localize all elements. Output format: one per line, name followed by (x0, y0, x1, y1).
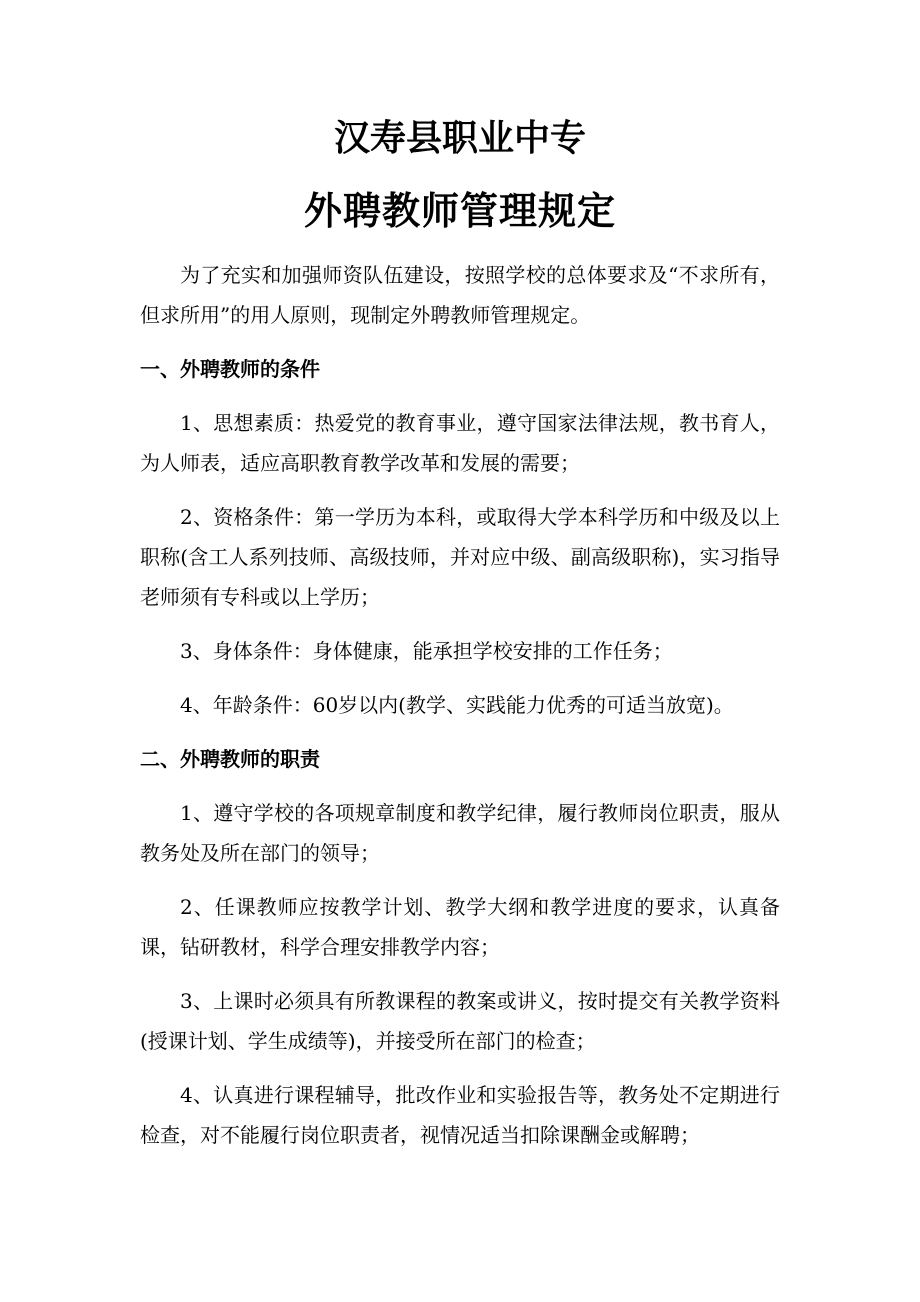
duties-item-1: 1、遵守学校的各项规章制度和教学纪律，履行教师岗位职责，服从教务处及所在部门的领导； (140, 801, 780, 865)
duties-item-2: 2、任课教师应按教学计划、教学大纲和教学进度的要求，认真备课，钻研教材，科学合理安排教学内容； (140, 895, 780, 959)
document-title-regulation: 外聘教师管理规定 (303, 188, 616, 233)
intro-paragraph: 为了充实和加强师资队伍建设，按照学校的总体要求及“不求所有，但求所用”的用人原则，现制定外聘教师管理规定。 (140, 263, 780, 327)
conditions-item-1: 1、思想素质：热爱党的教育事业，遵守国家法律法规，教书育人，为人师表，适应高职教育教学改革和发展的需要； (140, 411, 780, 475)
conditions-item-3: 3、身体条件：身体健康，能承担学校安排的工作任务； (180, 639, 673, 663)
section-heading-conditions: 一、外聘教师的条件 (140, 357, 320, 381)
duties-item-4: 4、认真进行课程辅导，批改作业和实验报告等，教务处不定期进行检查，对不能履行岗位职责者，视情况适当扣除课酬金或解聘； (140, 1083, 780, 1147)
conditions-item-4: 4、年龄条件：60岁以内(教学、实践能力优秀的可适当放宽)。 (180, 693, 734, 717)
document-body (140, 255, 780, 1169)
conditions-item-2: 2、资格条件：第一学历为本科，或取得大学本科学历和中级及以上职称(含工人系列技师、高级技师，并对应中级、副高级职称)，实习指导老师须有专科或以上学历； (140, 505, 780, 609)
document-title-school: 汉寿县职业中专 (333, 117, 586, 159)
duties-item-3: 3、上课时必须具有所教课程的教案或讲义，按时提交有关教学资料(授课计划、学生成绩等)，并接受所在部门的检查； (140, 989, 780, 1053)
section-heading-duties: 二、外聘教师的职责 (140, 747, 320, 771)
